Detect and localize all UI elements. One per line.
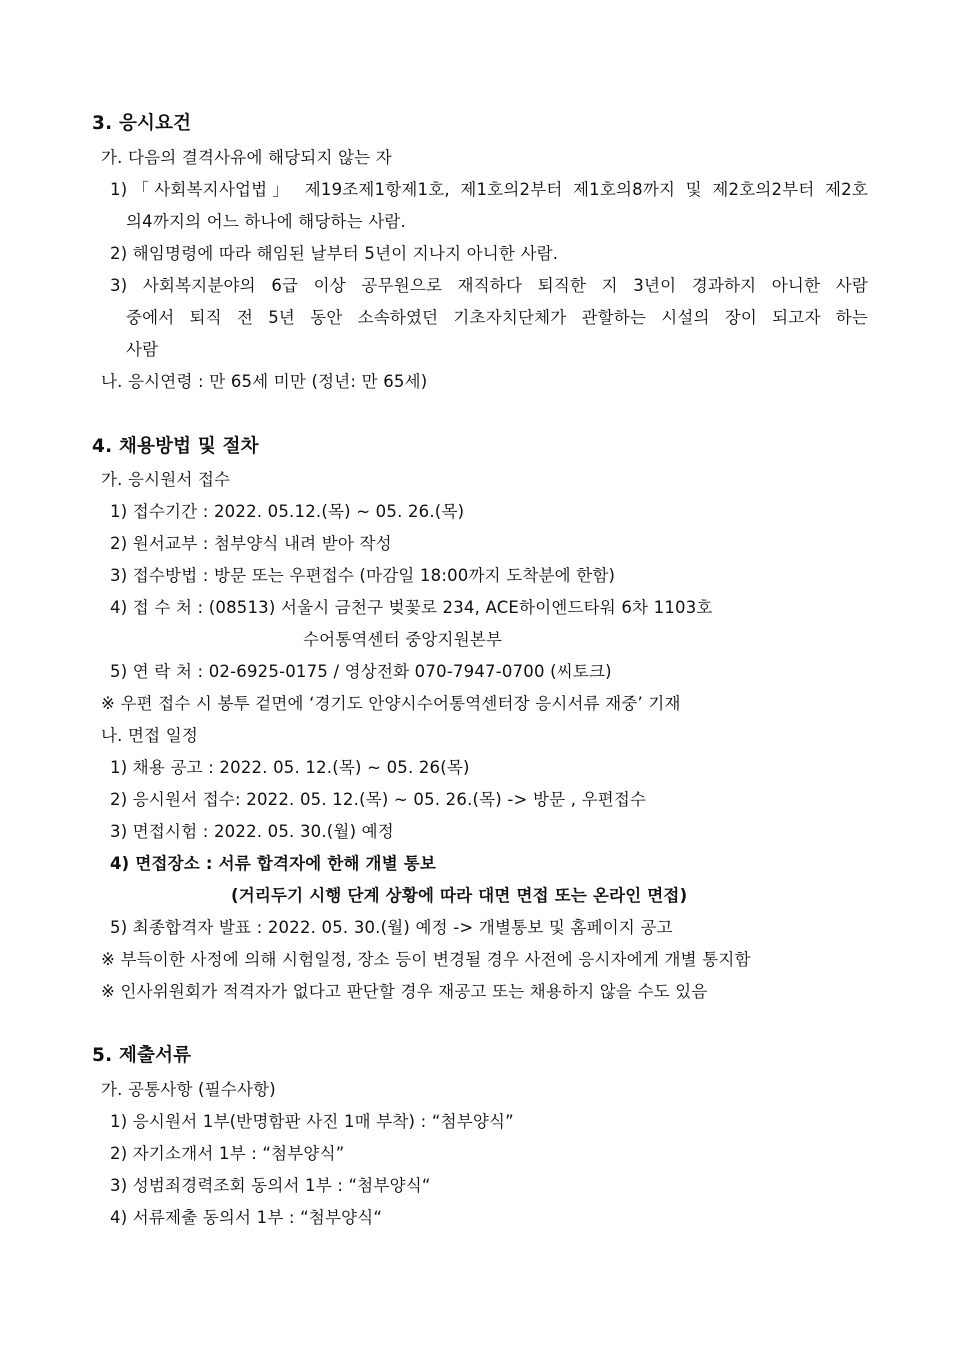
section-4-ga-3: 3) 접수방법 : 방문 또는 우편접수 (마감일 18:00까지 도착분에 한함) [110, 566, 616, 585]
section-4-ga-5: 5) 연 락 처 : 02-6925-0175 / 영상전화 070-7947-0700 (씨토크) [110, 662, 612, 681]
section-5-doc-3: 3) 성범죄경력조회 동의서 1부 : “첨부양식“ [110, 1176, 431, 1195]
section-3-item-ga: 가. 다음의 결격사유에 해당되지 않는 자 [101, 148, 392, 167]
section-4-ga-1: 1) 접수기간 : 2022. 05.12.(목) ~ 05. 26.(목) [110, 502, 465, 521]
section-4-na-5: 5) 최종합격자 발표 : 2022. 05. 30.(월) 예정 -> 개별통보 및 홈페이지 공고 [110, 918, 673, 937]
section-3-item-3-line-2: 중에서 퇴직 전 5년 동안 소속하였던 기초자치단체가 관할하는 시설의 장이 되고자 하는 [126, 308, 868, 327]
section-4-item-na: 나. 면접 일정 [101, 726, 199, 745]
section-4-na-1: 1) 채용 공고 : 2022. 05. 12.(목) ~ 05. 26(목) [110, 758, 470, 777]
section-3-item-na: 나. 응시연령 : 만 65세 미만 (정년: 만 65세) [101, 372, 428, 391]
section-3-item-3-line-3: 사람 [126, 340, 159, 359]
section-4-ga-2: 2) 원서교부 : 첨부양식 내려 받아 작성 [110, 534, 392, 553]
section-3-item-1-line-2: 의4까지의 어느 하나에 해당하는 사람. [126, 212, 407, 231]
section-4-note-1: ※ 우편 접수 시 봉투 겉면에 ‘경기도 안양시수어통역센터장 응시서류 재중’ 기재 [101, 694, 681, 713]
section-3-item-3-line-1: 3) 사회복지분야의 6급 이상 공무원으로 재직하다 퇴직한 지 3년이 경과하지 아니한 사람 [110, 276, 868, 295]
section-5-heading: 5. 제출서류 [92, 1045, 192, 1066]
section-5-doc-1: 1) 응시원서 1부(반명함판 사진 1매 부착) : “첨부양식” [110, 1112, 514, 1131]
section-4-note-3: ※ 인사위원회가 적격자가 없다고 판단할 경우 재공고 또는 채용하지 않을 수도 있음 [101, 982, 708, 1001]
section-4-item-ga: 가. 응시원서 접수 [101, 470, 231, 489]
section-4-na-4-line-2: (거리두기 시행 단계 상황에 따라 대면 면접 또는 온라인 면접) [231, 886, 688, 905]
section-4-ga-4-line-2: 수어통역센터 중앙지원본부 [303, 630, 503, 649]
section-4-heading: 4. 채용방법 및 절차 [92, 436, 259, 457]
section-4-note-2: ※ 부득이한 사정에 의해 시험일정, 장소 등이 변경될 경우 사전에 응시자에게 개별 통지함 [101, 950, 751, 969]
section-4-na-2: 2) 응시원서 접수: 2022. 05. 12.(목) ~ 05. 26.(목) -> 방문 , 우편접수 [110, 790, 647, 809]
section-5-doc-2: 2) 자기소개서 1부 : “첨부양식” [110, 1144, 345, 1163]
section-5-doc-4: 4) 서류제출 동의서 1부 : “첨부양식“ [110, 1208, 383, 1227]
section-5-item-ga: 가. 공통사항 (필수사항) [101, 1080, 276, 1099]
section-3-item-1-line-1: 1)「사회복지사업법」 제19조제1항제1호, 제1호의2부터 제1호의8까지 및 제2호의2부터 제2호 [110, 180, 868, 199]
section-3-item-2: 2) 해임명령에 따라 해임된 날부터 5년이 지나지 아니한 사람. [110, 244, 559, 263]
section-4-ga-4-line-1: 4) 접 수 처 : (08513) 서울시 금천구 벚꽃로 234, ACE하이엔드타워 6차 1103호 [110, 598, 713, 617]
section-3-heading: 3. 응시요건 [92, 113, 192, 134]
section-4-na-4-line-1: 4) 면접장소 : 서류 합격자에 한해 개별 통보 [110, 854, 437, 873]
section-4-na-3: 3) 면접시험 : 2022. 05. 30.(월) 예정 [110, 822, 394, 841]
